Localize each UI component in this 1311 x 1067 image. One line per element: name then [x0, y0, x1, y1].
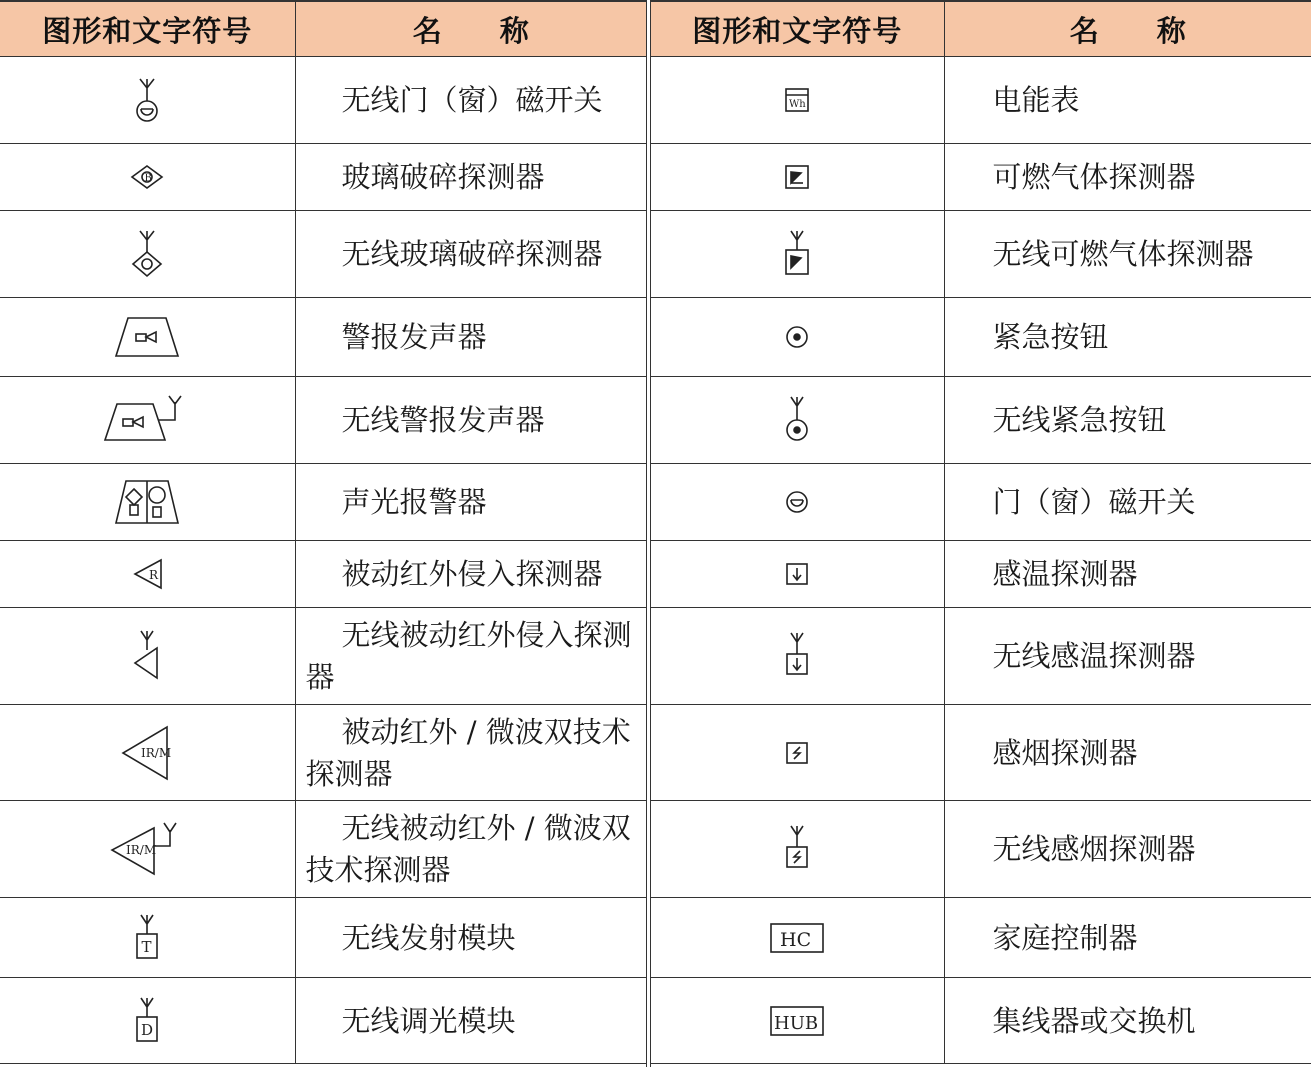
table-row [651, 211, 1311, 298]
table-row [651, 705, 1311, 801]
combustible-gas-detector-icon [781, 161, 813, 193]
wireless-passive-infrared-detector-icon [127, 628, 167, 684]
wireless-dimmer-module-icon [127, 995, 167, 1047]
item-name: 玻璃破碎探测器 [341, 160, 545, 194]
passive-infrared-detector-icon [127, 556, 167, 592]
table-row [0, 978, 646, 1064]
right-header-row [651, 2, 1311, 57]
right-header-symbol: 图形和文字符号 [651, 2, 944, 57]
item-name: 无线感烟探测器 [992, 832, 1196, 866]
item-name: 感温探测器 [992, 557, 1138, 591]
left-header-row [0, 2, 646, 57]
table-row [0, 801, 646, 898]
item-name: 可燃气体探测器 [992, 160, 1196, 194]
glass-label: B [144, 173, 153, 184]
item-name: 被动红外侵入探测器 [341, 557, 603, 591]
electric-meter-icon [781, 84, 813, 116]
table-row [0, 144, 646, 211]
item-name: 被动红外 / 微波双技术探测器 [305, 714, 631, 791]
table-row [651, 298, 1311, 377]
table-row [651, 541, 1311, 608]
meter-label: Wh [789, 99, 806, 110]
item-name: 紧急按钮 [992, 320, 1109, 354]
item-name: 电能表 [992, 83, 1080, 117]
wireless-smoke-detector-icon [781, 823, 813, 875]
table-row [0, 464, 646, 541]
item-name: 声光报警器 [341, 485, 487, 519]
left-header-symbol: 图形和文字符号 [0, 2, 295, 57]
item-name: 警报发声器 [341, 320, 487, 354]
glass-break-detector-icon [127, 162, 167, 192]
alarm-sounder-icon [112, 314, 182, 360]
item-name: 无线被动红外 / 微波双技术探测器 [305, 811, 631, 887]
smoke-detector-icon [781, 737, 813, 769]
wireless-pir-microwave-detector-icon [106, 820, 188, 878]
table-row [651, 377, 1311, 464]
item-name: 无线感温探测器 [992, 639, 1196, 673]
right-table-panel [651, 0, 1311, 1067]
table-row [651, 608, 1311, 705]
item-name: 无线玻璃破碎探测器 [341, 237, 603, 271]
door-magnetic-switch-icon [781, 486, 813, 518]
right-table [651, 2, 1311, 1064]
wireless-door-magnetic-switch-icon [127, 75, 167, 125]
pir-mw-wireless-label: IR/M [126, 843, 157, 857]
wireless-emergency-button-icon [781, 394, 813, 446]
wireless-heat-detector-icon [781, 630, 813, 682]
table-row [651, 57, 1311, 144]
sound-light-alarm-icon [112, 477, 182, 527]
table-row [0, 705, 646, 801]
module-label: D [141, 1020, 154, 1039]
item-name: 集线器或交换机 [992, 1003, 1196, 1038]
controller-label: HC [780, 928, 812, 951]
item-name: 感烟探测器 [992, 735, 1138, 770]
pir-label: R [149, 568, 159, 582]
wireless-glass-break-detector-icon [127, 228, 167, 280]
wireless-combustible-gas-detector-icon [781, 228, 813, 280]
table-row [651, 464, 1311, 541]
table-row [651, 801, 1311, 898]
table-row [0, 898, 646, 978]
left-header-name: 名 称 [295, 2, 646, 57]
table-row [0, 211, 646, 298]
left-table-panel [0, 0, 646, 1067]
item-name: 无线调光模块 [341, 1003, 516, 1038]
table-row [0, 298, 646, 377]
item-name: 无线可燃气体探测器 [992, 237, 1254, 271]
wireless-transmitter-module-icon [127, 912, 167, 964]
item-name: 无线门（窗）磁开关 [341, 83, 603, 117]
table-row [0, 608, 646, 705]
table-row [651, 144, 1311, 211]
hub-label: HUB [774, 1012, 819, 1034]
item-name: 无线被动红外侵入探测器 [305, 618, 632, 694]
table-row [0, 377, 646, 464]
pir-mw-label: IR/M [141, 745, 172, 760]
item-name: 门（窗）磁开关 [992, 485, 1196, 519]
home-controller-icon [768, 921, 826, 955]
left-table [0, 2, 646, 1064]
item-name: 家庭控制器 [992, 920, 1138, 955]
item-name: 无线紧急按钮 [992, 403, 1167, 437]
module-label: T [141, 937, 152, 956]
hub-switch-icon [768, 1004, 826, 1038]
item-name: 无线发射模块 [341, 920, 516, 955]
emergency-button-icon [781, 321, 813, 353]
table-row [0, 541, 646, 608]
right-header-name: 名 称 [944, 2, 1311, 57]
heat-detector-icon [781, 558, 813, 590]
table-row [651, 978, 1311, 1064]
pir-microwave-detector-icon [117, 723, 177, 783]
item-name: 无线警报发声器 [341, 403, 545, 437]
table-row [651, 898, 1311, 978]
wireless-alarm-sounder-icon [103, 394, 191, 446]
table-row [0, 57, 646, 144]
